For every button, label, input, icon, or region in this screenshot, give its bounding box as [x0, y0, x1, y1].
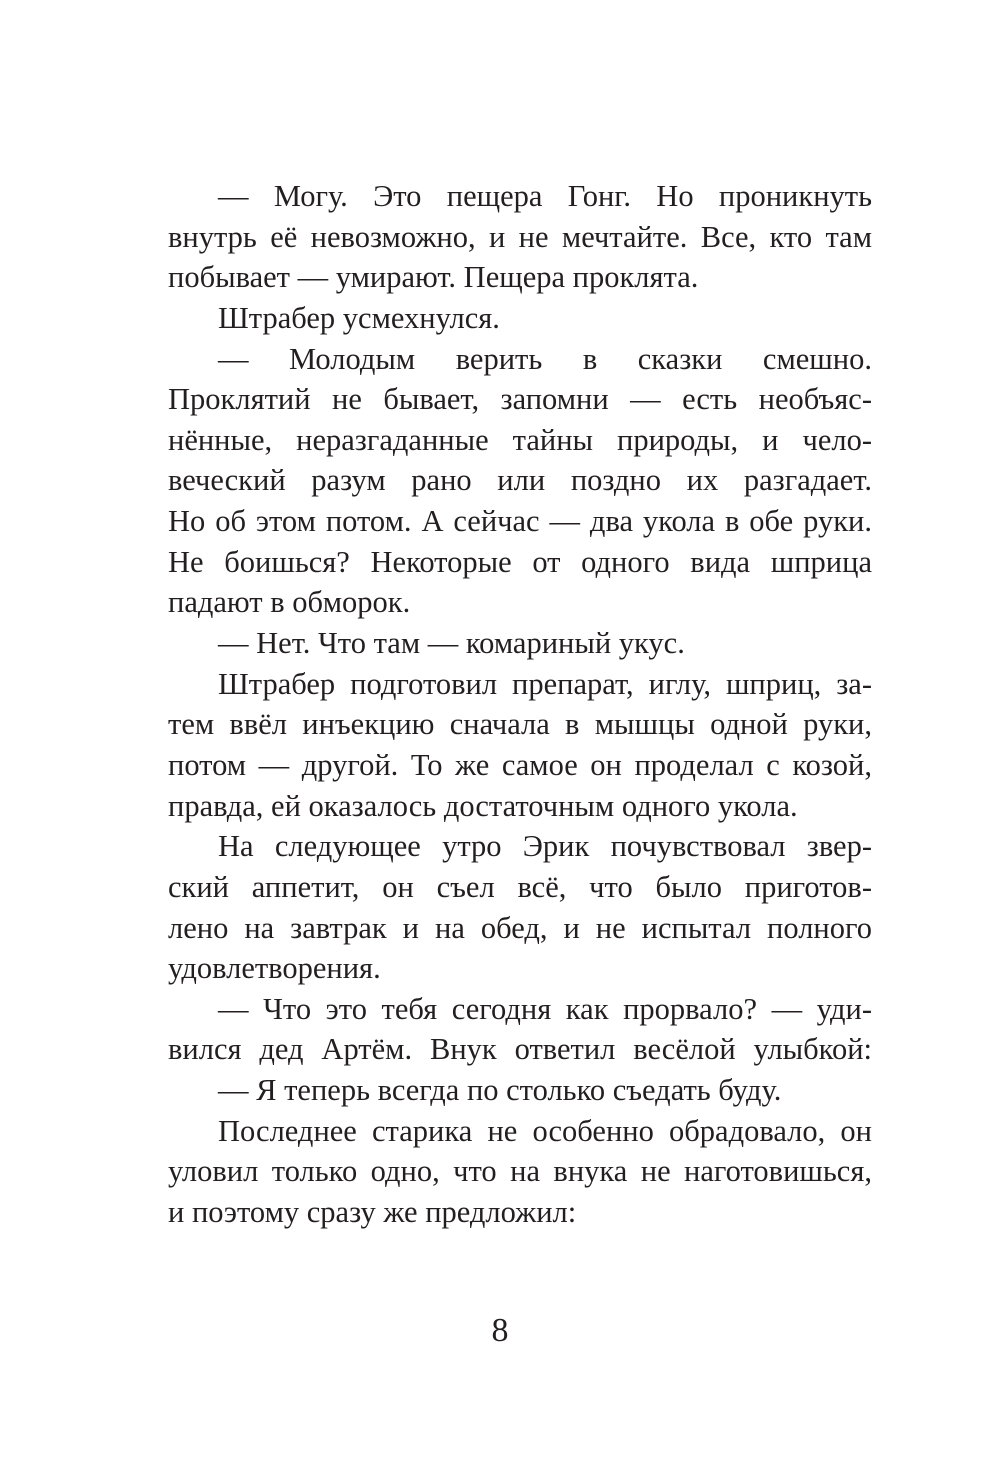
text-line: удовлетворения. — [168, 951, 381, 986]
text-line: На следующее утро Эрик почувствовал звер- — [218, 829, 872, 864]
text-line: ский аппетит, он съел всё, что было приготов- — [168, 869, 872, 904]
text-line: и поэтому сразу же предложил: — [168, 1195, 577, 1230]
text-line: Но об этом потом. А сейчас — два укола в обе руки. — [168, 504, 872, 539]
text-line: Проклятий не бывает, запомни — есть необъяс- — [168, 382, 872, 417]
text-line: уловил только одно, что на внука не наготовишься, — [168, 1154, 872, 1189]
text-line: Штрабер усмехнулся. — [218, 300, 500, 335]
text-line: — Нет. Что там — комариный укус. — [218, 626, 685, 661]
text-line: нённые, неразгаданные тайны природы, и чело- — [168, 422, 872, 457]
text-line: правда, ей оказалось достаточным одного укола. — [168, 788, 798, 823]
text-line: — Могу. Это пещера Гонг. Но проникнуть — [218, 179, 872, 213]
text-line: падают в обморок. — [168, 585, 411, 620]
text-line: Штрабер подготовил препарат, иглу, шприц, за- — [218, 666, 872, 701]
page-number: 8 — [491, 1312, 509, 1349]
text-line: — Молодым верить в сказки смешно. — [218, 341, 872, 376]
text-line: потом — другой. То же самое он проделал с козой, — [168, 747, 872, 782]
text-line: — Что это тебя сегодня как прорвало? — уди- — [218, 991, 872, 1026]
text-line: тем ввёл инъекцию сначала в мышцы одной руки, — [168, 707, 872, 742]
text-line: побывает — умирают. Пещера проклята. — [168, 260, 699, 295]
text-line: веческий разум рано или поздно их разгадает. — [168, 463, 872, 498]
text-line: вился дед Артём. Внук ответил весёлой улыбкой: — [168, 1032, 872, 1067]
body-text — [168, 176, 872, 1233]
text-line: Последнее старика не особенно обрадовало, он — [218, 1113, 872, 1148]
text-line: внутрь её невозможно, и не мечтайте. Все, кто там — [168, 219, 872, 254]
text-line: лено на завтрак и на обед, и не испытал полного — [168, 910, 872, 945]
text-line: — Я теперь всегда по столько съедать буду. — [218, 1073, 782, 1108]
text-line: Не боишься? Некоторые от одного вида шприца — [168, 544, 872, 579]
